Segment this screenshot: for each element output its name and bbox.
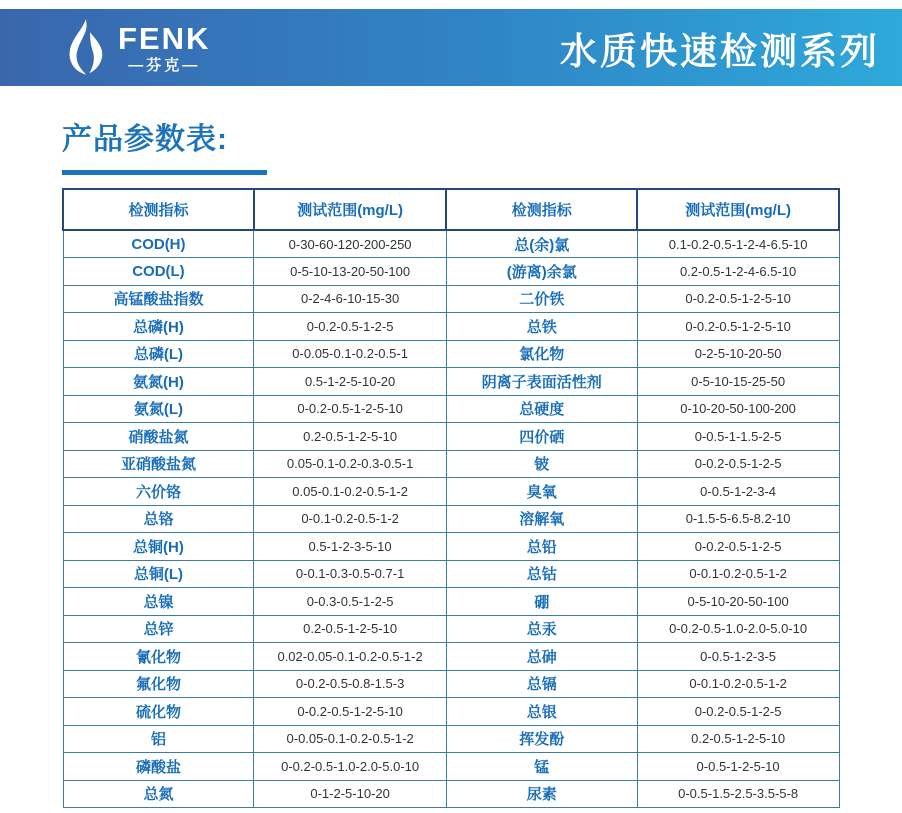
range-cell: 0-0.3-0.5-1-2-5 bbox=[254, 588, 446, 616]
range-cell: 0-0.2-0.5-1-2-5 bbox=[637, 450, 839, 478]
table-row bbox=[63, 560, 839, 588]
range-cell: 0-0.2-0.5-1-2-5-10 bbox=[254, 698, 446, 726]
range-cell: 0-1-2-5-10-20 bbox=[254, 780, 446, 808]
range-cell: 0-10-20-50-100-200 bbox=[637, 395, 839, 423]
indicator-cell: 总(余)氯 bbox=[446, 230, 637, 258]
indicator-cell: 铍 bbox=[446, 450, 637, 478]
indicator-cell: 阴离子表面活性剂 bbox=[446, 368, 637, 396]
table-row bbox=[63, 478, 839, 506]
table-row bbox=[63, 285, 839, 313]
indicator-cell: 挥发酚 bbox=[446, 725, 637, 753]
indicator-cell: 亚硝酸盐氮 bbox=[63, 450, 254, 478]
range-cell: 0.2-0.5-1-2-4-6.5-10 bbox=[637, 258, 839, 286]
range-cell: 0-2-4-6-10-15-30 bbox=[254, 285, 446, 313]
range-cell: 0-0.5-1-2-3-5 bbox=[637, 643, 839, 671]
indicator-cell: 硼 bbox=[446, 588, 637, 616]
table-row bbox=[63, 725, 839, 753]
table-row bbox=[63, 698, 839, 726]
range-cell: 0-0.1-0.2-0.5-1-2 bbox=[637, 560, 839, 588]
range-cell: 0.2-0.5-1-2-5-10 bbox=[254, 423, 446, 451]
indicator-cell: 氯化物 bbox=[446, 340, 637, 368]
indicator-cell: 氰化物 bbox=[63, 643, 254, 671]
indicator-cell: 硝酸盐氮 bbox=[63, 423, 254, 451]
table-row bbox=[63, 340, 839, 368]
range-cell: 0-0.5-1-2-3-4 bbox=[637, 478, 839, 506]
range-cell: 0-0.2-0.5-1-2-5-10 bbox=[254, 395, 446, 423]
range-cell: 0-0.2-0.5-1-2-5-10 bbox=[637, 313, 839, 341]
table-row bbox=[63, 670, 839, 698]
indicator-cell: 总铜(L) bbox=[63, 560, 254, 588]
range-cell: 0-0.2-0.5-1-2-5 bbox=[637, 533, 839, 561]
top-banner bbox=[0, 9, 902, 86]
range-cell: 0-0.1-0.2-0.5-1-2 bbox=[637, 670, 839, 698]
indicator-cell: 总镉 bbox=[446, 670, 637, 698]
flame-drop-icon bbox=[62, 17, 108, 79]
indicator-cell: 总镍 bbox=[63, 588, 254, 616]
column-header: 检测指标 bbox=[63, 189, 254, 230]
table-row bbox=[63, 780, 839, 808]
indicator-cell: 总铁 bbox=[446, 313, 637, 341]
range-cell: 0-0.2-0.5-0.8-1.5-3 bbox=[254, 670, 446, 698]
indicator-cell: 总硬度 bbox=[446, 395, 637, 423]
range-cell: 0-0.2-0.5-1-2-5-10 bbox=[637, 285, 839, 313]
range-cell: 0-0.05-0.1-0.2-0.5-1-2 bbox=[254, 725, 446, 753]
table-row bbox=[63, 395, 839, 423]
indicator-cell: 铝 bbox=[63, 725, 254, 753]
indicator-cell: 高锰酸盐指数 bbox=[63, 285, 254, 313]
range-cell: 0-0.5-1-2-5-10 bbox=[637, 753, 839, 781]
range-cell: 0.05-0.1-0.2-0.5-1-2 bbox=[254, 478, 446, 506]
range-cell: 0-0.1-0.2-0.5-1-2 bbox=[254, 505, 446, 533]
table-row bbox=[63, 450, 839, 478]
indicator-cell: 总汞 bbox=[446, 615, 637, 643]
indicator-cell: 六价铬 bbox=[63, 478, 254, 506]
table-row bbox=[63, 533, 839, 561]
indicator-cell: 总锌 bbox=[63, 615, 254, 643]
range-cell: 0-2-5-10-20-50 bbox=[637, 340, 839, 368]
indicator-cell: 总钴 bbox=[446, 560, 637, 588]
range-cell: 0.05-0.1-0.2-0.3-0.5-1 bbox=[254, 450, 446, 478]
table-row bbox=[63, 615, 839, 643]
range-cell: 0-5-10-15-25-50 bbox=[637, 368, 839, 396]
indicator-cell: 臭氧 bbox=[446, 478, 637, 506]
params-table bbox=[62, 188, 840, 808]
range-cell: 0.02-0.05-0.1-0.2-0.5-1-2 bbox=[254, 643, 446, 671]
banner-title: 水质快速检测系列 bbox=[560, 30, 880, 72]
table-row bbox=[63, 368, 839, 396]
indicator-cell: 总铅 bbox=[446, 533, 637, 561]
header-row bbox=[63, 189, 839, 230]
page-title: 产品参数表: bbox=[62, 123, 228, 156]
indicator-cell: 溶解氧 bbox=[446, 505, 637, 533]
indicator-cell: 磷酸盐 bbox=[63, 753, 254, 781]
range-cell: 0.2-0.5-1-2-5-10 bbox=[637, 725, 839, 753]
indicator-cell: 氟化物 bbox=[63, 670, 254, 698]
indicator-cell: 总银 bbox=[446, 698, 637, 726]
indicator-cell: 二价铁 bbox=[446, 285, 637, 313]
table-row bbox=[63, 505, 839, 533]
range-cell: 0-0.5-1.5-2.5-3.5-5-8 bbox=[637, 780, 839, 808]
range-cell: 0.5-1-2-5-10-20 bbox=[254, 368, 446, 396]
range-cell: 0.2-0.5-1-2-5-10 bbox=[254, 615, 446, 643]
indicator-cell: 总砷 bbox=[446, 643, 637, 671]
column-header: 检测指标 bbox=[446, 189, 637, 230]
indicator-cell: 四价硒 bbox=[446, 423, 637, 451]
table-row bbox=[63, 423, 839, 451]
range-cell: 0-5-10-13-20-50-100 bbox=[254, 258, 446, 286]
indicator-cell: COD(H) bbox=[63, 230, 254, 258]
indicator-cell: 总氮 bbox=[63, 780, 254, 808]
range-cell: 0-0.5-1-1.5-2-5 bbox=[637, 423, 839, 451]
range-cell: 0-0.2-0.5-1.0-2.0-5.0-10 bbox=[637, 615, 839, 643]
range-cell: 0-0.2-0.5-1-2-5 bbox=[637, 698, 839, 726]
brand-text bbox=[118, 20, 211, 74]
indicator-cell: 硫化物 bbox=[63, 698, 254, 726]
indicator-cell: 总磷(H) bbox=[63, 313, 254, 341]
brand-subname: —芬克— bbox=[128, 56, 201, 74]
range-cell: 0.1-0.2-0.5-1-2-4-6.5-10 bbox=[637, 230, 839, 258]
column-header: 测试范围(mg/L) bbox=[637, 189, 839, 230]
range-cell: 0-0.1-0.3-0.5-0.7-1 bbox=[254, 560, 446, 588]
range-cell: 0-1.5-5-6.5-8.2-10 bbox=[637, 505, 839, 533]
indicator-cell: 尿素 bbox=[446, 780, 637, 808]
table-row bbox=[63, 753, 839, 781]
column-header: 测试范围(mg/L) bbox=[254, 189, 446, 230]
indicator-cell: 总铜(H) bbox=[63, 533, 254, 561]
range-cell: 0-0.2-0.5-1.0-2.0-5.0-10 bbox=[254, 753, 446, 781]
section-head bbox=[62, 114, 267, 175]
indicator-cell: 总铬 bbox=[63, 505, 254, 533]
indicator-cell: 氨氮(H) bbox=[63, 368, 254, 396]
table-row bbox=[63, 643, 839, 671]
table-row bbox=[63, 258, 839, 286]
brand-name: FENK bbox=[118, 20, 211, 56]
table-row bbox=[63, 588, 839, 616]
brand-logo bbox=[62, 17, 210, 79]
range-cell: 0-0.05-0.1-0.2-0.5-1 bbox=[254, 340, 446, 368]
indicator-cell: 氨氮(L) bbox=[63, 395, 254, 423]
range-cell: 0-30-60-120-200-250 bbox=[254, 230, 446, 258]
range-cell: 0-0.2-0.5-1-2-5 bbox=[254, 313, 446, 341]
range-cell: 0.5-1-2-3-5-10 bbox=[254, 533, 446, 561]
table-body bbox=[63, 230, 839, 808]
table-row bbox=[63, 230, 839, 258]
range-cell: 0-5-10-20-50-100 bbox=[637, 588, 839, 616]
table-wrap bbox=[62, 188, 840, 808]
indicator-cell: 锰 bbox=[446, 753, 637, 781]
indicator-cell: COD(L) bbox=[63, 258, 254, 286]
title-underline-divider bbox=[62, 170, 267, 175]
table-row bbox=[63, 313, 839, 341]
indicator-cell: (游离)余氯 bbox=[446, 258, 637, 286]
table-header bbox=[63, 189, 839, 230]
indicator-cell: 总磷(L) bbox=[63, 340, 254, 368]
